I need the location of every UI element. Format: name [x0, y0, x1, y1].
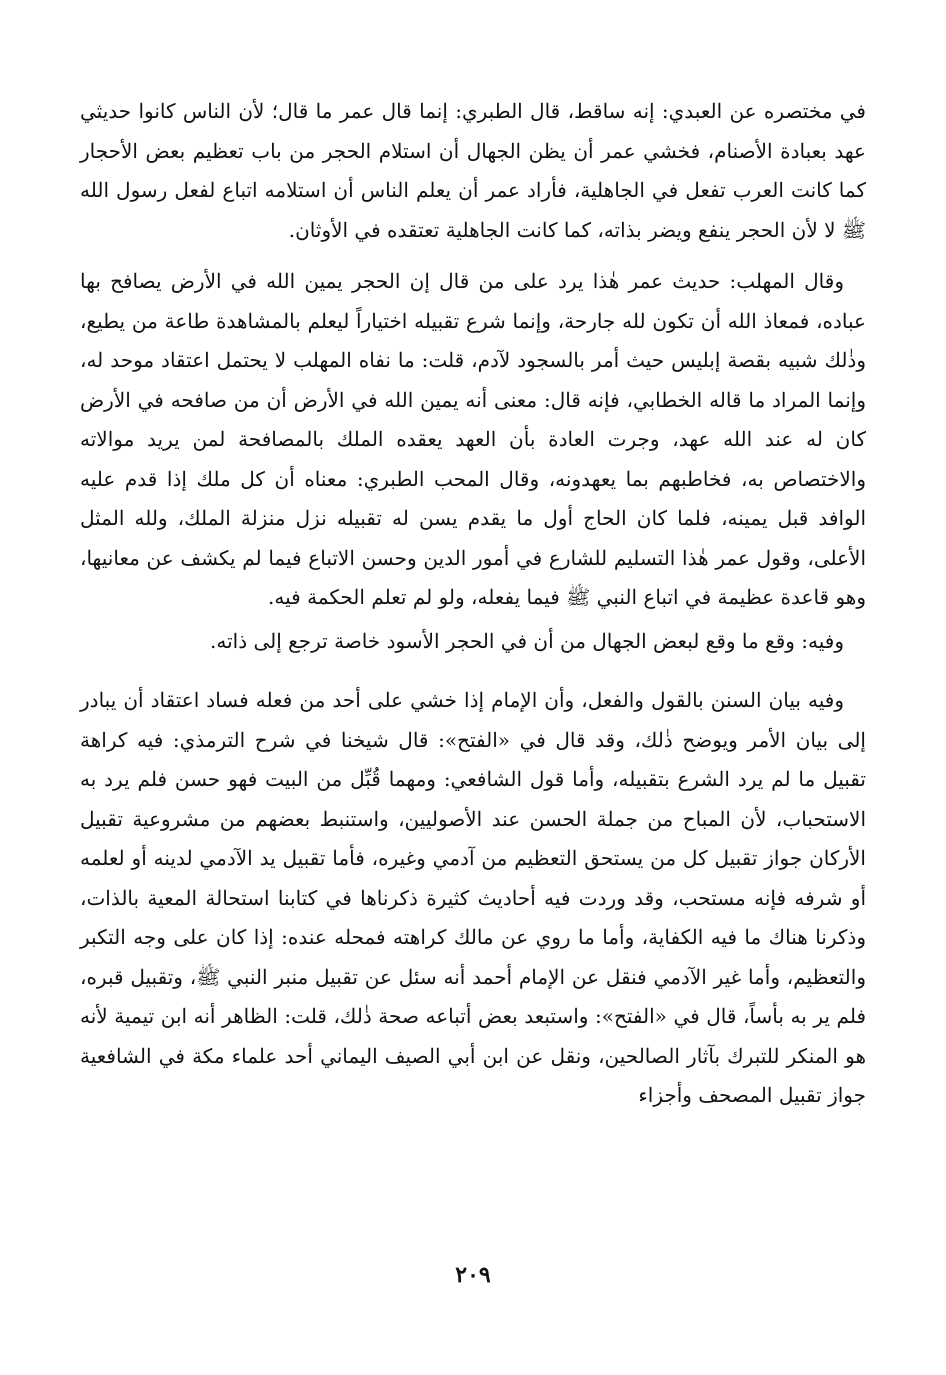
- page-number: ٢٠٩: [455, 1262, 491, 1288]
- paragraph-black-stone-note: وفيه: وقع ما وقع لبعض الجهال من أن في الحجر الأسود خاصة ترجع إلى ذاته.: [209, 628, 844, 653]
- page-body: [80, 92, 866, 1116]
- paragraph-sunnah-explanation: وفيه بيان السنن بالقول والفعل، وأن الإمام إذا خشي على أحد من فعله فساد اعتقاد أن يبادر إلى بيان الأمر ويوضح ذٰلك، وقد قال في «الفتح»: قال شيخنا في شرح الترمذي: فيه كراهة تقبيل ما لم يرد الشرع بتقبيله، وأما قول الشافعي: ومهما قُبِّل من البيت فهو حسن فلم يرد به الاستحباب، لأن المباح من جملة الحسن عند الأصوليين، واستنبط بعضهم من مشروعية تقبيل الأركان جواز تقبيل كل من يستحق التعظيم من آدمي وغيره، فأما تقبيل يد الآدمي لدينه أو لعلمه أو شرفه فإنه مستحب، وقد وردت فيه أحاديث كثيرة ذكرناها في كتابنا استحالة المعية بالذات، وذكرنا هناك ما فيه الكفاية، وأما ما روي عن مالك كراهته فمحله عنده: إذا كان على وجه التكبر والتعظيم، وأما غير الآدمي فنقل عن الإمام أحمد أنه سئل عن تقبيل منبر النبي ﷺ، وتقبيل قبره، فلم ير به بأساً، قال في «الفتح»: واستبعد بعض أتباعه صحة ذٰلك، قلت: الظاهر أنه ابن تيمية لأنه هو المنكر للتبرك بآثار الصالحين، ونقل عن ابن أبي الصيف اليماني أحد علماء مكة في الشافعية جواز تقبيل المصحف وأجزاء: [80, 688, 866, 1107]
- paragraph-tabari-commentary: في مختصره عن العبدي: إنه ساقط، قال الطبري: إنما قال عمر ما قال؛ لأن الناس كانوا حديثي عهد بعبادة الأصنام، فخشي عمر أن يظن الجهال أن استلام الحجر من باب تعظيم بعض الأحجار كما كانت العرب تفعل في الجاهلية، فأراد عمر أن يعلم الناس أن استلامه اتباع لفعل رسول الله ﷺ لا لأن الحجر ينفع ويضر بذاته، كما كانت الجاهلية تعتقده في الأوثان.: [80, 99, 866, 242]
- paragraph-muhallab-commentary: وقال المهلب: حديث عمر هٰذا يرد على من قال إن الحجر يمين الله في الأرض يصافح بها عباده، فمعاذ الله أن تكون لله جارحة، وإنما شرع تقبيله اختياراً ليعلم بالمشاهدة طاعة من يطيع، وذٰلك شبيه بقصة إبليس حيث أمر بالسجود لآدم، قلت: ما نفاه المهلب لا يحتمل اعتقاد موحد له، وإنما المراد ما قاله الخطابي، فإنه قال: معنى أنه يمين الله في الأرض أن من صافحه في الأرض كان له عند الله عهد، وجرت العادة بأن العهد يعقده الملك بالمصافحة لمن يريد موالاته والاختصاص به، فخاطبهم بما يعهدونه، وقال المحب الطبري: معناه أن كل ملك إذا قدم عليه الوافد قبل يمينه، فلما كان الحاج أول ما يقدم يسن له تقبيله نزل منزلة الملك، ولله المثل الأعلى، وقول عمر هٰذا التسليم للشارع في أمور الدين وحسن الاتباع فيما لم يكشف عن معانيها، وهو قاعدة عظيمة في اتباع النبي ﷺ فيما يفعله، ولو لم تعلم الحكمة فيه.: [80, 269, 867, 609]
